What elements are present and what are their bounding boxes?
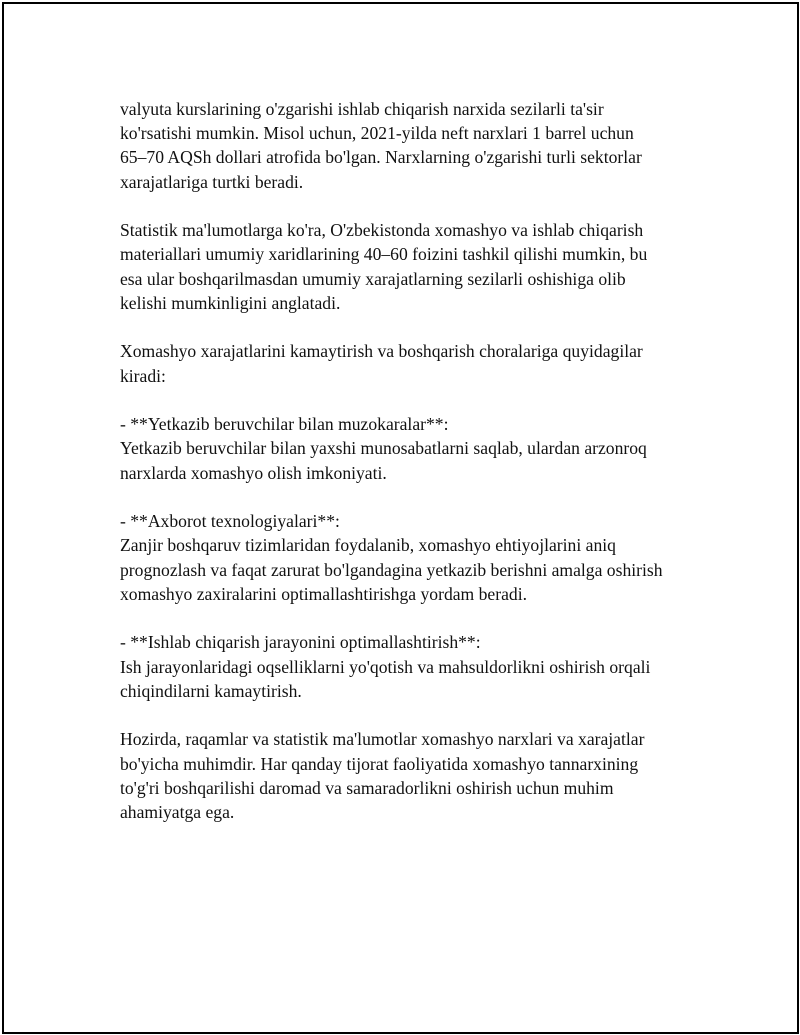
list-item-heading: - **Ishlab chiqarish jarayonini optimallashtirish**: <box>120 632 481 653</box>
list-item-heading: - **Axborot texnologiyalari**: <box>120 511 340 532</box>
text-line: 65–70 AQSh dollari atrofida bo'lgan. Narxlarning o'zgarishi turli sektorlar <box>120 147 642 168</box>
text-line: Ish jarayonlaridagi oqselliklarni yo'qotish va mahsuldorlikni oshirish orqali <box>120 656 651 677</box>
text-line: esa ular boshqarilmasdan umumiy xarajatlarning sezilarli oshishiga olib <box>120 268 626 289</box>
text-line: ko'rsatishi mumkin. Misol uchun, 2021-yilda neft narxlari 1 barrel uchun <box>120 123 634 144</box>
list-item-supplier-negotiations <box>120 412 720 485</box>
text-line: kiradi: <box>120 365 166 386</box>
text-line: chiqindilarni kamaytirish. <box>120 680 302 701</box>
text-line: kelishi mumkinligini anglatadi. <box>120 292 341 313</box>
text-line: Zanjir boshqaruv tizimlaridan foydalanib, xomashyo ehtiyojlarini aniq <box>120 535 616 556</box>
text-line: Xomashyo xarajatlarini kamaytirish va boshqarish choralariga quyidagilar <box>120 341 643 362</box>
document-body <box>120 97 720 849</box>
text-line: Hozirda, raqamlar va statistik ma'lumotlar xomashyo narxlari va xarajatlar <box>120 729 645 750</box>
text-line: to'g'ri boshqarilishi daromad va samaradorlikni oshirish uchun muhim <box>120 777 614 798</box>
text-line: Yetkazib beruvchilar bilan yaxshi munosabatlarni saqlab, ulardan arzonroq <box>120 438 647 459</box>
list-item-production-optimization <box>120 630 720 703</box>
paragraph-statistics <box>120 218 720 315</box>
list-item-heading: - **Yetkazib beruvchilar bilan muzokaralar**: <box>120 414 449 435</box>
page-border <box>2 2 799 1034</box>
text-line: narxlarda xomashyo olish imkoniyati. <box>120 462 387 483</box>
paragraph-measures-intro <box>120 339 720 387</box>
text-line: valyuta kurslarining o'zgarishi ishlab chiqarish narxida sezilarli ta'sir <box>120 99 604 119</box>
paragraph-conclusion <box>120 727 720 824</box>
paragraph-currency-impact <box>120 97 720 194</box>
list-item-information-technology <box>120 509 720 606</box>
text-line: xomashyo zaxiralarini optimallashtirishga yordam beradi. <box>120 583 527 604</box>
text-line: materiallari umumiy xaridlarining 40–60 foizini tashkil qilishi mumkin, bu <box>120 244 648 265</box>
text-line: bo'yicha muhimdir. Har qanday tijorat faoliyatida xomashyo tannarxining <box>120 753 639 774</box>
text-line: prognozlash va faqat zarurat bo'lgandagina yetkazib berishni amalga oshirish <box>120 559 663 580</box>
text-line: Statistik ma'lumotlarga ko'ra, O'zbekistonda xomashyo va ishlab chiqarish <box>120 220 644 241</box>
text-line: xarajatlariga turtki beradi. <box>120 171 304 192</box>
text-line: ahamiyatga ega. <box>120 802 235 823</box>
